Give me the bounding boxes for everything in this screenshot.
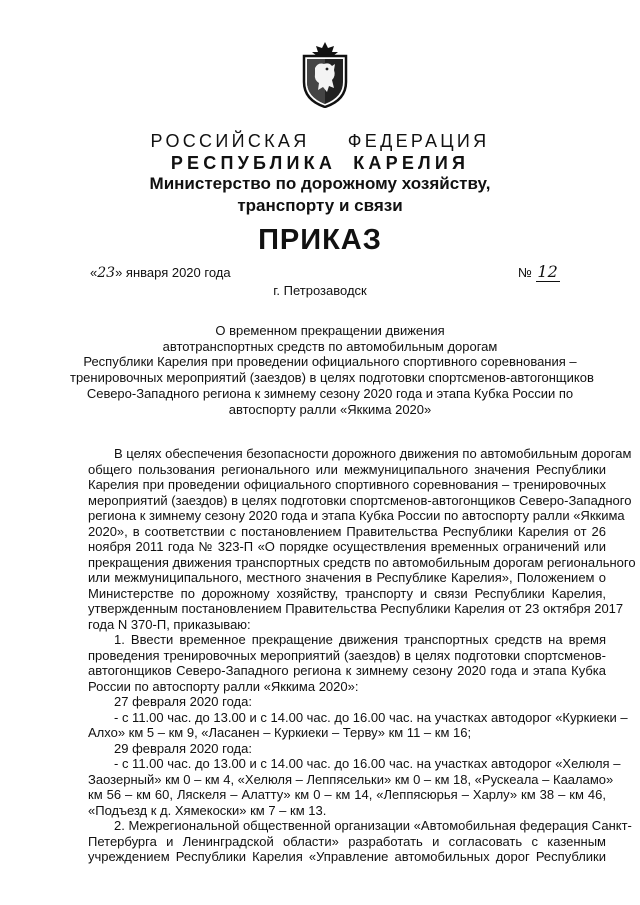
body-line: ноября 2011 года № 323-П «О порядке осуществления временных ограничений или [88,539,606,554]
country-name: РОССИЙСКАЯ ФЕДЕРАЦИЯ [150,131,490,151]
number-label: № [518,265,532,280]
body-line: мероприятий (заездов) в целях подготовки спортсменов-автогонщиков Северо-Западного [88,492,632,508]
body-line: Заозерный» км 0 – км 4, «Хелюля – Леппясельки» км 0 – км 18, «Рускеала – Кааламо» [88,771,614,787]
ministry-name-line2: транспорту и связи [237,196,403,215]
body-line: км 56 – км 60, Ляскеля – Алатту» км 0 – км 14, «Леппясюрья – Харлу» км 38 – км 46, [88,787,606,802]
date-open-quote: « [90,265,98,280]
date-day-handwritten: 23 [97,265,116,281]
title-line: автоспорту ралли «Яккима 2020» [228,401,432,417]
body-line: 29 февраля 2020 года: [114,740,252,756]
order-body [88,446,636,865]
order-title [70,323,594,417]
title-line: тренировочных мероприятий (заездов) в целях подготовки спортсменов-автогонщиков [70,370,594,386]
title-line: Республики Карелия при проведении официального спортивного соревнования – [83,354,577,370]
republic-name: РЕСПУБЛИКА КАРЕЛИЯ [170,153,470,173]
body-line: Карелия при проведении официального спортивного соревнования – тренировочных [88,477,606,492]
city: г. Петрозаводск [273,283,367,298]
ministry-name-line1: Министерство по дорожному хозяйству, [149,174,491,193]
body-line: - с 11.00 час. до 13.00 и с 14.00 час. до 16.00 час. на участках автодорог «Куркиеки – [114,709,628,725]
body-line: региона к зимнему сезону 2020 года и этапа Кубка России по автоспорту ралли «Яккима [88,508,625,523]
number-value-handwritten: 12 [537,262,558,281]
karelia-coat-of-arms-icon [300,42,350,108]
body-line: учреждением Республики Карелия «Управление автомобильных дорог Республики [88,849,606,864]
body-line: года N 370-П, приказываю: [88,616,251,632]
document-type: ПРИКАЗ [258,224,382,256]
body-line: Алхо» км 5 – км 9, «Ласанен – Куркиеки – Терву» км 11 – км 16; [88,725,472,740]
body-line: проведения тренировочных мероприятий (заездов) в целях подготовки спортсменов- [88,647,606,663]
title-line: О временном прекращении движения [215,323,445,338]
body-line: В целях обеспечения безопасности дорожного движения по автомобильным дорогам [114,446,632,461]
order-date [90,265,231,281]
order-number [518,262,560,282]
body-line: «Подъезд к д. Хямекоски» км 7 – км 13. [88,802,327,818]
body-line: Министерстве по дорожному хозяйству, транспорту и связи Республики Карелия, [88,585,606,601]
body-line: России по автоспорту ралли «Яккима 2020»: [88,678,359,694]
title-line: автотранспортных средств по автомобильным дорогам [162,338,498,354]
body-line: 2. Межрегиональной общественной организации «Автомобильная федерация Санкт- [114,818,632,833]
date-rest: » января 2020 года [115,265,231,280]
body-line: прекращения движения транспортных средств по автомобильным дорогам регионального [88,554,636,570]
body-line: - с 11.00 час. до 13.00 и с 14.00 час. до 16.00 час. на участках автодорог «Хелюля – [114,756,621,771]
body-line: общего пользования регионального или межмуниципального значения Республики [88,461,606,477]
body-line: 2020», в соответствии с постановлением Правительства Республики Карелия от 26 [88,523,606,539]
body-line: утвержденным постановлением Правительства Республики Карелия от 23 октября 2017 [88,601,624,616]
body-line: Петербурга и Ленинградской области» разработать и согласовать с казенным [88,833,606,849]
body-line: 27 февраля 2020 года: [114,694,252,709]
title-line: Северо-Западного региона к зимнему сезону 2020 года и этапа Кубка России по [86,385,574,401]
body-line: или межмуниципального, местного значения в Республике Карелия», Положением о [88,570,606,585]
body-line: автогонщиков Северо-Западного региона к зимнему сезону 2020 года и этапа Кубка [88,663,606,678]
body-line: 1. Ввести временное прекращение движения транспортных средств на время [114,632,606,647]
